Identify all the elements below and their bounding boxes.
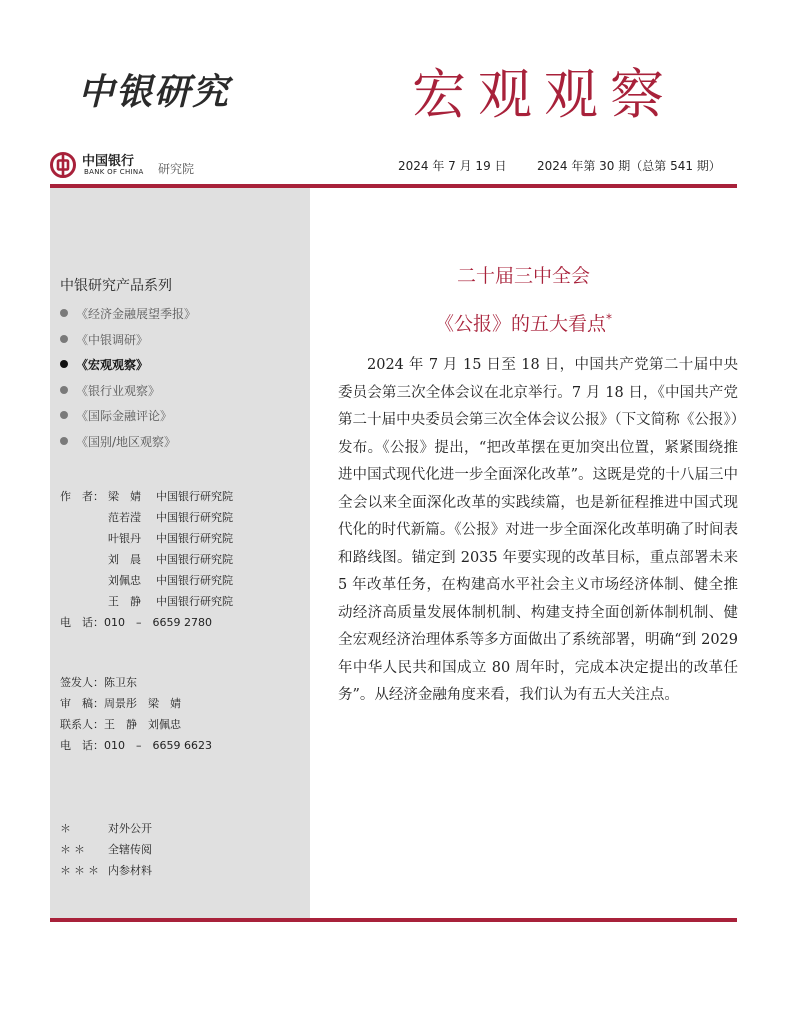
reviewers-line: 审 稿：周景彤 梁 婧	[60, 697, 181, 710]
bullet-icon	[60, 386, 68, 394]
institute-label: 研究院	[158, 162, 195, 176]
bank-name-cn: 中国银行	[82, 154, 135, 169]
bank-of-china-logo-icon	[50, 152, 76, 178]
series-item: 《中银调研》	[60, 331, 196, 357]
series-list	[60, 305, 196, 458]
issue-number: 2024 年第 30 期（总第 541 期）	[537, 159, 721, 173]
bullet-icon	[60, 360, 68, 368]
author-row: 范若滢 中国银行研究院	[108, 511, 233, 524]
series-item: 《国别/地区观察》	[60, 433, 196, 459]
article-paragraph: 2024 年 7 月 15 日至 18 日，中国共产党第二十届中央委员会第三次全体会议在北京举行。7 月 18 日，《中国共产党第二十届中央委员会第三次全体会议公报》（下文简称《公报》）发布。《公报》提出，“把改革摆在更加突出位置，紧紧围绕推进中国式现代化进一步全面深化改革”。这既是党的十八届三中全会以来全面深化改革的实践续篇，也是新征程推进中国式现代化的时代新篇。《公报》对进一步全面深化改革明确了时间表和路线图。锚定到 2035 年要实现的改革目标，重点部署未来 5 年改革任务，在构建高水平社会主义市场经济体制、健全推动经济高质量发展体制机制、构建支持全面创新体制机制、健全宏观经济治理体系等多方面做出了系统部署，明确“到 2029 年中华人民共和国成立 80 周年时，完成本决定提出的改革任务”。从经济金融角度来看，我们认为有五大关注点。	[338, 357, 738, 703]
clearance-row: ＊＊ 全辖传阅	[60, 843, 152, 856]
bullet-icon	[60, 411, 68, 419]
series-item: 《国际金融评论》	[60, 407, 196, 433]
author-row: 刘 晨 中国银行研究院	[108, 553, 233, 566]
article-title-line1: 二十届三中全会	[456, 265, 590, 287]
clearance-row: ＊ 对外公开	[60, 822, 152, 835]
series-item: 《经济金融展望季报》	[60, 305, 196, 331]
bullet-icon	[60, 309, 68, 317]
author-row: 作 者： 梁 婧 中国银行研究院	[60, 490, 233, 503]
phone-line: 电 话：010 – 6659 6623	[60, 739, 212, 752]
series-item-active: 《宏观观察》	[60, 356, 196, 382]
bullet-icon	[60, 335, 68, 343]
author-row: 刘佩忠 中国银行研究院	[108, 574, 233, 587]
contacts-line: 联系人：王 静 刘佩忠	[60, 718, 181, 731]
series-item: 《银行业观察》	[60, 382, 196, 408]
phone-line: 电 话：010 – 6659 2780	[60, 616, 212, 629]
brand-calligraphy: 中银研究	[78, 71, 231, 113]
publish-date: 2024 年 7 月 19 日	[398, 159, 507, 173]
clearance-row: ＊＊＊ 内参材料	[60, 864, 152, 877]
bottom-divider	[50, 918, 737, 922]
bullet-icon	[60, 437, 68, 445]
authors-label: 作 者：	[60, 490, 104, 503]
author-row: 王 静 中国银行研究院	[108, 595, 233, 608]
article-title-line2: 《公报》的五大看点*	[434, 311, 612, 335]
footnote-mark: *	[606, 311, 612, 326]
author-row: 叶银丹 中国银行研究院	[108, 532, 233, 545]
series-title: 中银研究产品系列	[60, 278, 172, 294]
page-title: 宏观观察	[412, 63, 676, 126]
bank-name-en: BANK OF CHINA	[84, 168, 144, 176]
signer-line: 签发人：陈卫东	[60, 676, 137, 689]
